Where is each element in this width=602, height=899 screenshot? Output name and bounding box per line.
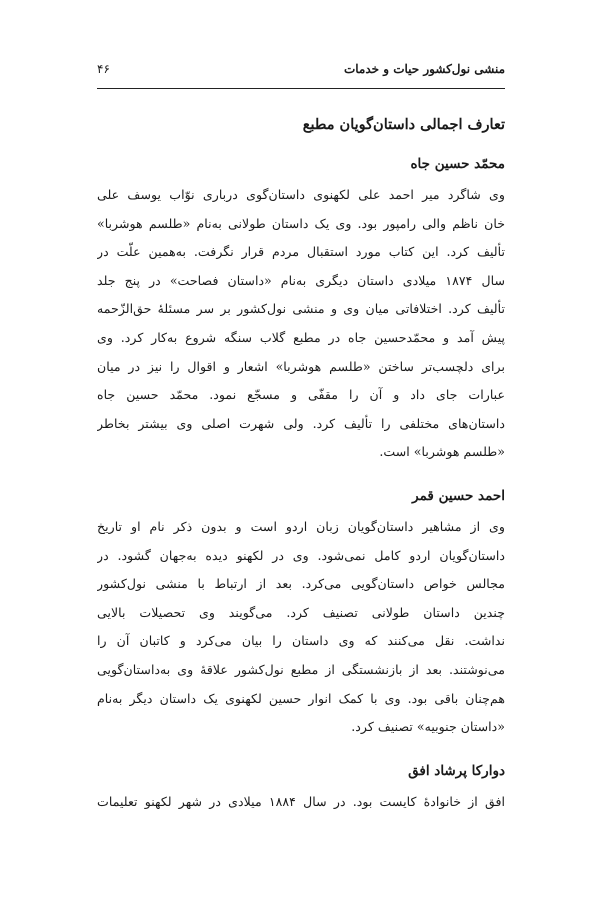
section-title: محمّد حسین جاه <box>410 156 505 172</box>
text-line: هم‌چنان باقی بود. وی با کمک انوار حسین لکهنوی یک داستان دیگر به‌نام <box>97 690 505 706</box>
text-line: «داستان جنوبیه» تصنیف کرد. <box>351 719 505 735</box>
text-line: سال ۱۸۷۴ میلادی داستان دیگری به‌نام «داستان فصاحت» در پنج جلد <box>97 272 505 288</box>
running-header <box>97 62 505 89</box>
text-line: افق از خانوادهٔ کایست بود. در سال ۱۸۸۴ میلادی در شهر لکهنو تعلیمات <box>97 793 505 809</box>
text-line: داستان‌گویان اردو کامل نمی‌شود. وی در لکهنو دیده به‌جهان گشود. در <box>97 547 505 563</box>
section-title: احمد حسین قمر <box>412 487 505 504</box>
section-title: دوارکا پرشاد افق <box>408 762 505 779</box>
text-line: خان ناظم والی رامپور بود. وی یک داستان طولانی به‌نام «طلسم هوشربا» <box>97 215 505 231</box>
section-body <box>97 788 505 817</box>
text-line: وی شاگرد میر احمد علی لکهنوی داستان‌گوی درباری نوّاب یوسف علی <box>97 187 505 202</box>
running-header-title: منشی نول‌کشور حیات و خدمات <box>343 62 505 76</box>
text-line: مجالس خواص داستان‌گویی می‌کرد. بعد از ارتباط با منشی نول‌کشور <box>97 576 505 592</box>
section-jah <box>97 153 505 467</box>
section-qamar <box>97 485 505 742</box>
text-line: داستان‌های مختلفی را تألیف کرد. ولی شهرت اصلی وی بیشتر بخاطر <box>97 415 505 431</box>
section-body <box>97 513 505 742</box>
text-line: تألیف کرد. این کتاب مورد استقبال مردم قرار نگرفت. به‌همین علّت در <box>97 244 505 260</box>
text-line: چندین داستان طولانی تصنیف کرد. می‌گویند وی تحصیلات بالایی <box>97 604 505 620</box>
text-line: وی از مشاهیر داستان‌گویان زبان اردو است و بدون ذکر نام او تاریخ <box>97 518 505 534</box>
book-page <box>97 62 505 816</box>
text-line: پیش آمد و محمّدحسین جاه در مطبع گلاب سنگه شروع به‌کار کرد. وی <box>97 329 505 345</box>
section-body <box>97 181 505 467</box>
text-line: «طلسم هوشربا» است. <box>379 444 505 460</box>
section-ufuq <box>97 760 505 817</box>
text-line: نداشت. نقل می‌کنند که وی داستان را بیان می‌کرد و کاتبان آن را <box>97 633 505 649</box>
text-line: عبارات جای داد و آن را مقفّی و مسجّع نمود. محمّد حسین جاه <box>97 387 505 403</box>
chapter-title: تعارف اجمالی داستان‌گویان مطبع <box>302 116 505 133</box>
text-line: برای دلچسب‌تر ساختن «طلسم هوشربا» اشعار و اقوال را نیز در میان <box>97 358 505 374</box>
text-line: می‌نوشتند. بعد از بازنشستگی از مطبع نول‌کشور علاقهٔ وی به‌داستان‌گویی <box>97 661 505 677</box>
text-line: تألیف کرد. اختلافاتی میان وی و منشی نول‌کشور بر سر مسئلهٔ حق‌الزّحمه <box>97 301 505 317</box>
page-number: ۴۶ <box>97 62 110 76</box>
